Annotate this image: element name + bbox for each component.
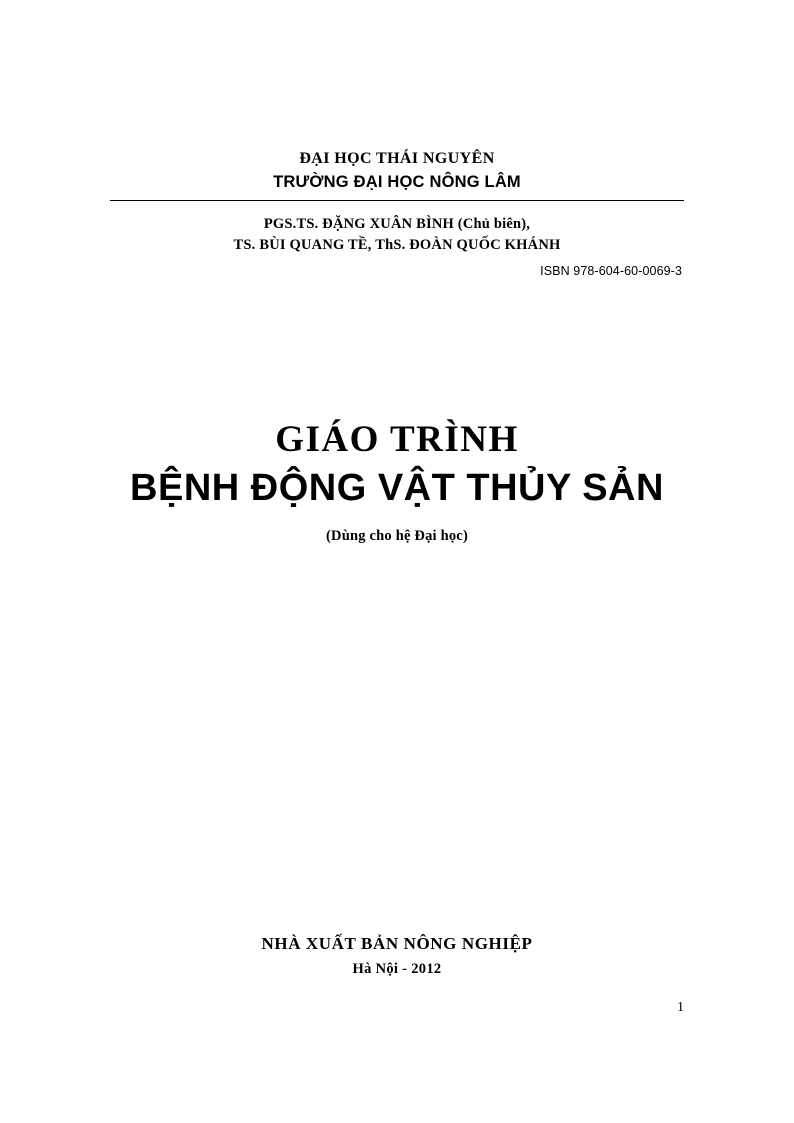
title-note: (Dùng cho hệ Đại học)	[326, 528, 468, 544]
header-block	[0, 148, 794, 193]
horizontal-divider	[110, 200, 684, 201]
author-line-1: PGS.TS. ĐẶNG XUÂN BÌNH (Chủ biên),	[263, 216, 531, 232]
page-title: GIÁO TRÌNH	[275, 419, 519, 460]
faculty-name: TRƯỜNG ĐẠI HỌC NÔNG LÂM	[273, 173, 521, 191]
authors-block	[0, 214, 794, 256]
publisher-name: NHÀ XUẤT BẢN NÔNG NGHIỆP	[261, 934, 533, 953]
title-block	[0, 418, 794, 545]
isbn-text: ISBN 978-604-60-0069-3	[540, 264, 682, 278]
publisher-place-year: Hà Nội - 2012	[352, 961, 442, 977]
page-number: 1	[677, 1000, 684, 1015]
author-line-2: TS. BÙI QUANG TỀ, ThS. ĐOÀN QUỐC KHÁNH	[233, 237, 561, 253]
university-name: ĐẠI HỌC THÁI NGUYÊN	[299, 150, 495, 167]
publisher-block	[0, 932, 794, 980]
page-subtitle: BỆNH ĐỘNG VẬT THỦY SẢN	[130, 467, 664, 509]
